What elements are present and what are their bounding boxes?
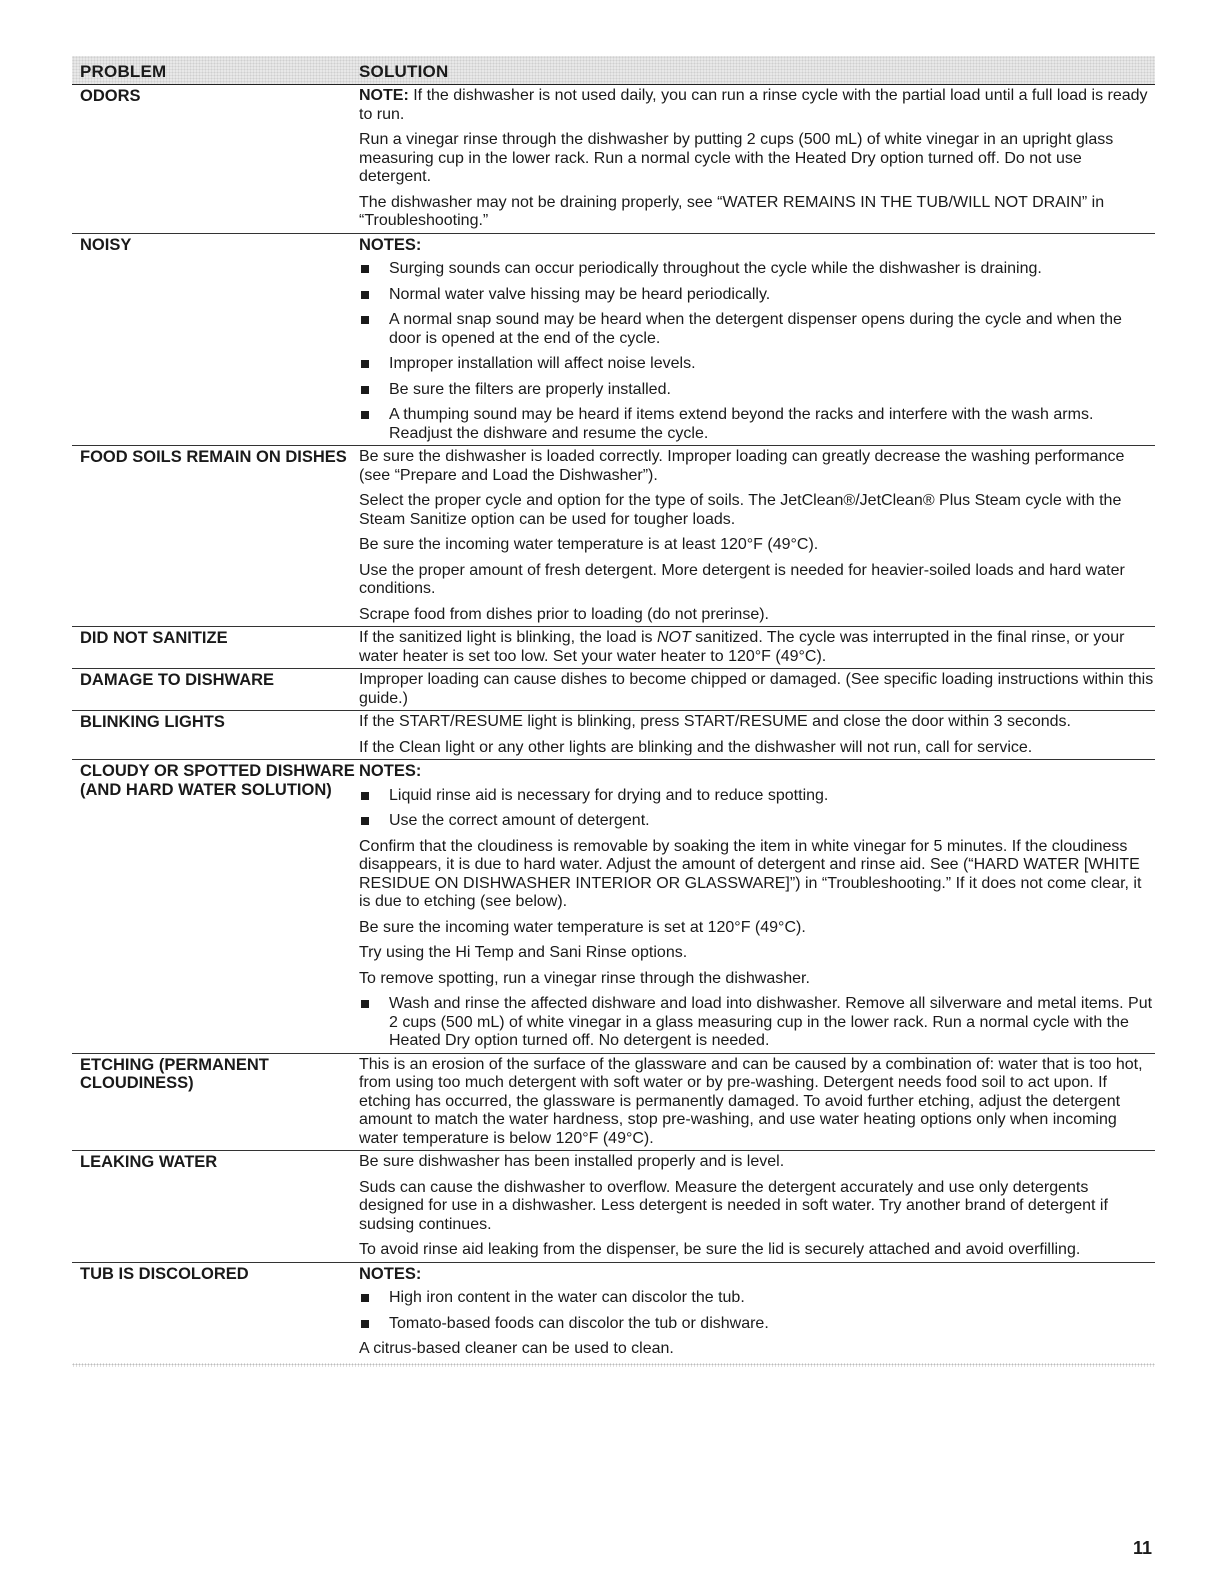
bullet-item: A thumping sound may be heard if items extend beyond the racks and interfere with the wash arms. Readjust the dishware and resume the cycle.: [359, 406, 1155, 443]
solution-paragraph: If the Clean light or any other lights are blinking and the dishwasher will not run, call for service.: [359, 738, 1033, 756]
solution-paragraph: Select the proper cycle and option for the type of soils. The JetClean®/JetClean® Plus Steam cycle with the Steam Sanitize option can be used for tougher loads.: [359, 492, 1122, 528]
page-number: 11: [1132, 1538, 1152, 1558]
solution-paragraph: Be sure the incoming water temperature is at least 120°F (49°C).: [359, 536, 819, 553]
bullet-item: Normal water valve hissing may be heard periodically.: [359, 286, 1155, 305]
bullet-item: A normal snap sound may be heard when the detergent dispenser opens during the cycle and when the door is opened at the end of the cycle.: [359, 311, 1155, 348]
table-header: [72, 56, 1155, 85]
solution-paragraph: To remove spotting, run a vinegar rinse through the dishwasher.: [359, 969, 810, 987]
table-row-damage: [72, 669, 1155, 711]
table-row-etching: [72, 1054, 1155, 1152]
problem-odors: ODORS: [80, 87, 141, 105]
solution-text: If the sanitized light is blinking, the load is: [359, 629, 657, 646]
solution-paragraph: Run a vinegar rinse through the dishwasher by putting 2 cups (500 mL) of white vinegar in an upright glass measuring cup in the lower rack. Run a normal cycle with the Heated Dry option turned off. Do not use detergent.: [359, 131, 1114, 185]
solution-paragraph: Improper loading can cause dishes to become chipped or damaged. (See specific loading instructions within this guide.): [359, 671, 1154, 707]
problem-leaking: LEAKING WATER: [80, 1153, 218, 1171]
bullet-item: Tomato-based foods can discolor the tub or dishware.: [359, 1315, 1155, 1334]
notes-heading: NOTES:: [359, 235, 422, 254]
solution-food-soils: [359, 446, 1155, 626]
solution-blinking-lights: [359, 711, 1155, 759]
solution-damage: [359, 669, 1155, 710]
solution-noisy: [359, 234, 1155, 446]
solution-did-not-sanitize: [359, 627, 1155, 668]
problem-blinking-lights: BLINKING LIGHTS: [80, 713, 225, 731]
solution-paragraph: Be sure the dishwasher is loaded correctly. Improper loading can greatly decrease the washing performance (see “Prepare and Load the Dishwasher”).: [359, 448, 1125, 484]
problem-cloudy: CLOUDY OR SPOTTED DISHWARE (AND HARD WATER SOLUTION): [80, 762, 355, 799]
bullet-item: High iron content in the water can discolor the tub.: [359, 1289, 1155, 1308]
problem-column-header: PROBLEM: [80, 62, 167, 81]
solution-paragraph: Be sure the incoming water temperature is set at 120°F (49°C).: [359, 918, 806, 936]
table-row-cloudy: [72, 760, 1155, 1054]
bullet-item: Wash and rinse the affected dishware and load into dishwasher. Remove all silverware and metal items. Put 2 cups (500 mL) of white vinegar in a glass measuring cup in the lower rack. Run a normal cycle with the Heated Dry option turned off. No detergent is needed.: [359, 995, 1155, 1051]
table-row-noisy: [72, 234, 1155, 447]
note-text: If the dishwasher is not used daily, you can run a rinse cycle with the partial load until a full load is ready to run.: [359, 87, 1148, 123]
bullet-item: Improper installation will affect noise levels.: [359, 355, 1155, 374]
troubleshooting-table: [72, 56, 1155, 1361]
bullet-item: Be sure the filters are properly installed.: [359, 381, 1155, 400]
table-row-blinking-lights: [72, 711, 1155, 760]
notes-heading: NOTES:: [359, 1264, 422, 1283]
solution-cloudy: [359, 760, 1155, 1053]
problem-etching: ETCHING (PERMANENT CLOUDINESS): [80, 1055, 269, 1092]
table-row-leaking: [72, 1151, 1155, 1263]
solution-etching: [359, 1054, 1155, 1151]
solution-paragraph: Confirm that the cloudiness is removable by soaking the item in white vinegar for 5 minutes. If the cloudiness disappears, it is due to hard water. Adjust the amount of detergent and rinse aid. See (“HARD WATER [WHITE RESIDUE ON DISHWASHER INTERIOR OR GLASSWARE]”) in “Troubleshooting.” If it does not come clear, it is due to etching (see below).: [359, 837, 1142, 910]
solution-paragraph: This is an erosion of the surface of the glassware and can be caused by a combination of: water that is too hot, from using too much detergent with soft water or by pre-washing. Detergent needs food soil to act upon. If etching has occurred, the glassware is permanently damaged. To avoid further etching, adjust the detergent amount to match the water hardness, stop pre-washing, and use water heating options only when incoming water temperature is below 120°F (49°C).: [359, 1055, 1143, 1147]
solution-paragraph: Try using the Hi Temp and Sani Rinse options.: [359, 944, 688, 961]
bullet-item: Surging sounds can occur periodically throughout the cycle while the dishwasher is draining.: [359, 260, 1155, 279]
solution-odors: [359, 85, 1155, 233]
note-label: NOTE:: [359, 87, 409, 104]
problem-did-not-sanitize: DID NOT SANITIZE: [80, 629, 228, 647]
emphasis-text: NOT: [656, 629, 691, 646]
solution-paragraph: The dishwasher may not be draining properly, see “WATER REMAINS IN THE TUB/WILL NOT DRAIN” in “Troubleshooting.”: [359, 193, 1105, 229]
solution-column-header: SOLUTION: [359, 62, 449, 81]
table-row-odors: [72, 85, 1155, 234]
problem-food-soils: FOOD SOILS REMAIN ON DISHES: [80, 448, 347, 466]
solution-tub-discolored: [359, 1263, 1155, 1361]
solution-paragraph: Scrape food from dishes prior to loading (do not prerinse).: [359, 605, 769, 623]
table-footer-rule: [72, 1363, 1155, 1367]
table-row-did-not-sanitize: [72, 627, 1155, 669]
solution-leaking: [359, 1151, 1155, 1262]
solution-paragraph: If the START/RESUME light is blinking, press START/RESUME and close the door within 3 seconds.: [359, 713, 1071, 730]
problem-noisy: NOISY: [80, 235, 132, 254]
bullet-item: Use the correct amount of detergent.: [359, 812, 1155, 831]
table-row-tub-discolored: [72, 1263, 1155, 1361]
solution-paragraph: Suds can cause the dishwasher to overflow. Measure the detergent accurately and use only detergents designed for use in a dishwasher. Less detergent is needed in soft water. Try another brand of detergent if sudsing continues.: [359, 1178, 1108, 1233]
problem-tub-discolored: TUB IS DISCOLORED: [80, 1264, 249, 1283]
notes-heading: NOTES:: [359, 762, 422, 780]
bullet-item: Liquid rinse aid is necessary for drying and to reduce spotting.: [359, 787, 1155, 806]
solution-paragraph: A citrus-based cleaner can be used to clean.: [359, 1340, 674, 1357]
solution-paragraph: Use the proper amount of fresh detergent. More detergent is needed for heavier-soiled loads and hard water conditions.: [359, 561, 1125, 597]
table-row-food-soils: [72, 446, 1155, 627]
solution-text: sanitized. The cycle was interrupted in the final rinse, or your water heater is set too low. Set your water heater to 120°F (49°C).: [359, 629, 1125, 665]
solution-paragraph: Be sure dishwasher has been installed properly and is level.: [359, 1153, 785, 1170]
solution-paragraph: To avoid rinse aid leaking from the dispenser, be sure the lid is securely attached and avoid overfilling.: [359, 1241, 1081, 1258]
problem-damage: DAMAGE TO DISHWARE: [80, 671, 275, 689]
